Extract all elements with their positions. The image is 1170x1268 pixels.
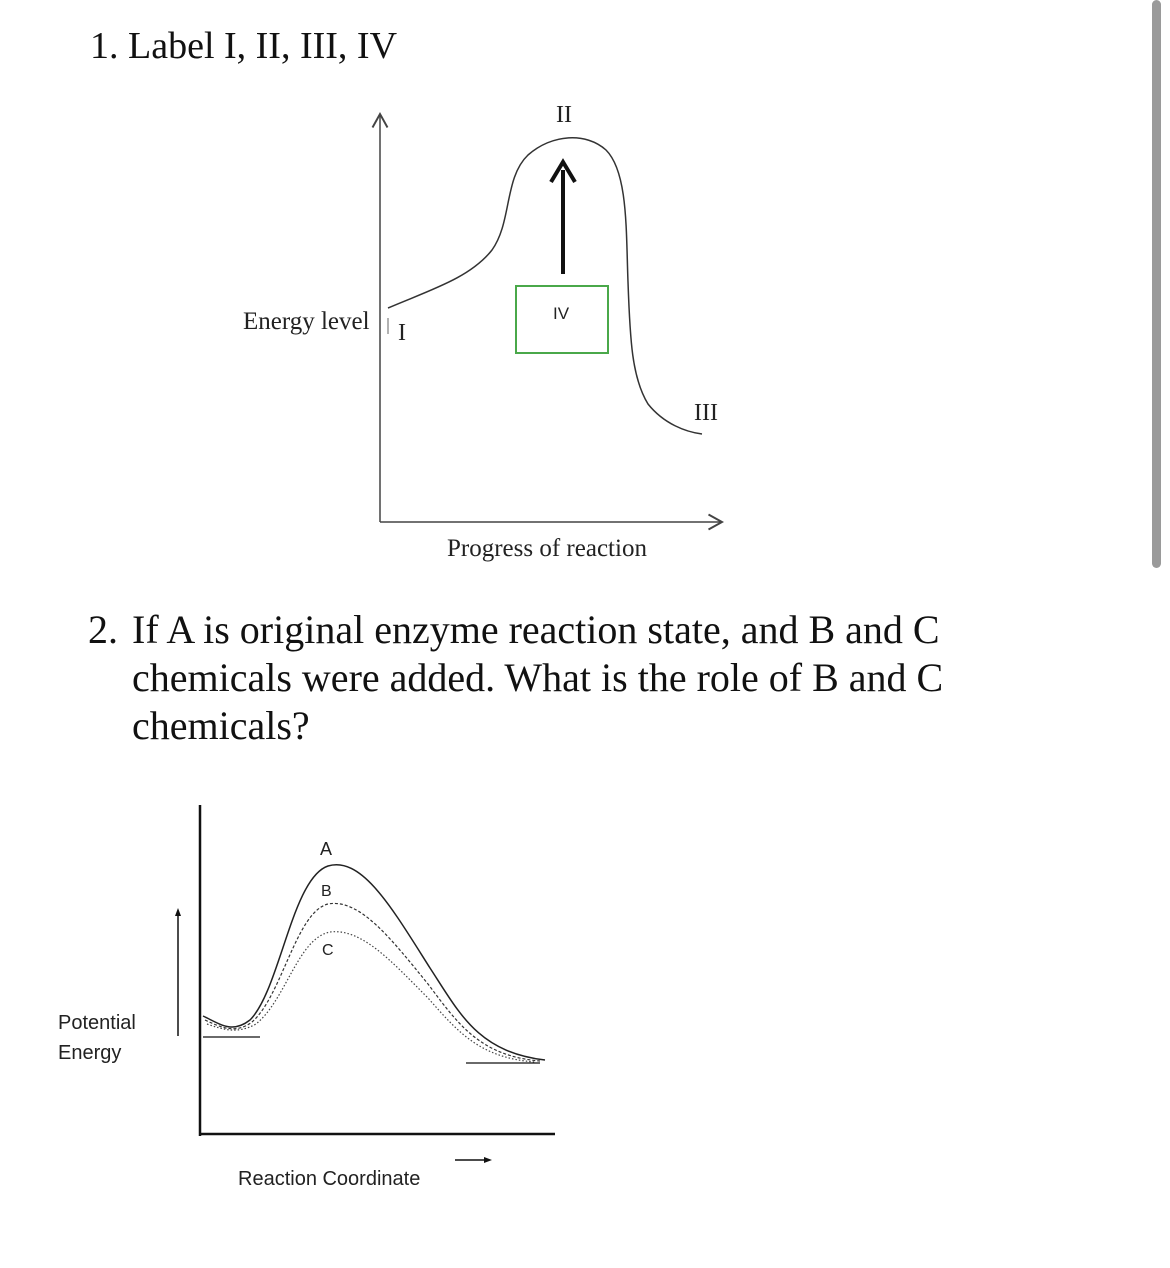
curve-b: [205, 903, 540, 1061]
label-i: I: [398, 320, 406, 346]
y-axis-label-2-line2: Energy: [58, 1042, 122, 1064]
question-2-text: If A is original enzyme reaction state, and B and C chemicals were added. What is the role of B and C chemicals?: [132, 607, 944, 748]
scrollbar[interactable]: [1152, 0, 1161, 568]
question-1-number: 1.: [90, 25, 119, 67]
curve-a: [203, 865, 545, 1060]
question-2: [88, 606, 1048, 750]
curve-label-c: C: [322, 942, 334, 959]
energy-level-diagram: [0, 0, 1170, 600]
energy-up-arrowhead: [175, 908, 181, 916]
coordinate-right-arrowhead: [484, 1157, 492, 1163]
curve-label-b: B: [321, 883, 332, 900]
x-axis-label-2: Reaction Coordinate: [238, 1168, 421, 1190]
x-axis-label: Progress of reaction: [447, 535, 647, 562]
curve-label-a: A: [320, 839, 333, 859]
curve-c: [207, 932, 535, 1062]
question-1-text: Label I, II, III, IV: [128, 25, 398, 67]
label-ii: II: [556, 102, 572, 128]
y-axis-label: Energy level: [243, 308, 370, 335]
question-2-number: 2.: [88, 607, 118, 652]
label-iv: IV: [553, 304, 570, 323]
label-iii: III: [694, 400, 718, 426]
y-axis-label-2-line1: Potential: [58, 1012, 136, 1034]
